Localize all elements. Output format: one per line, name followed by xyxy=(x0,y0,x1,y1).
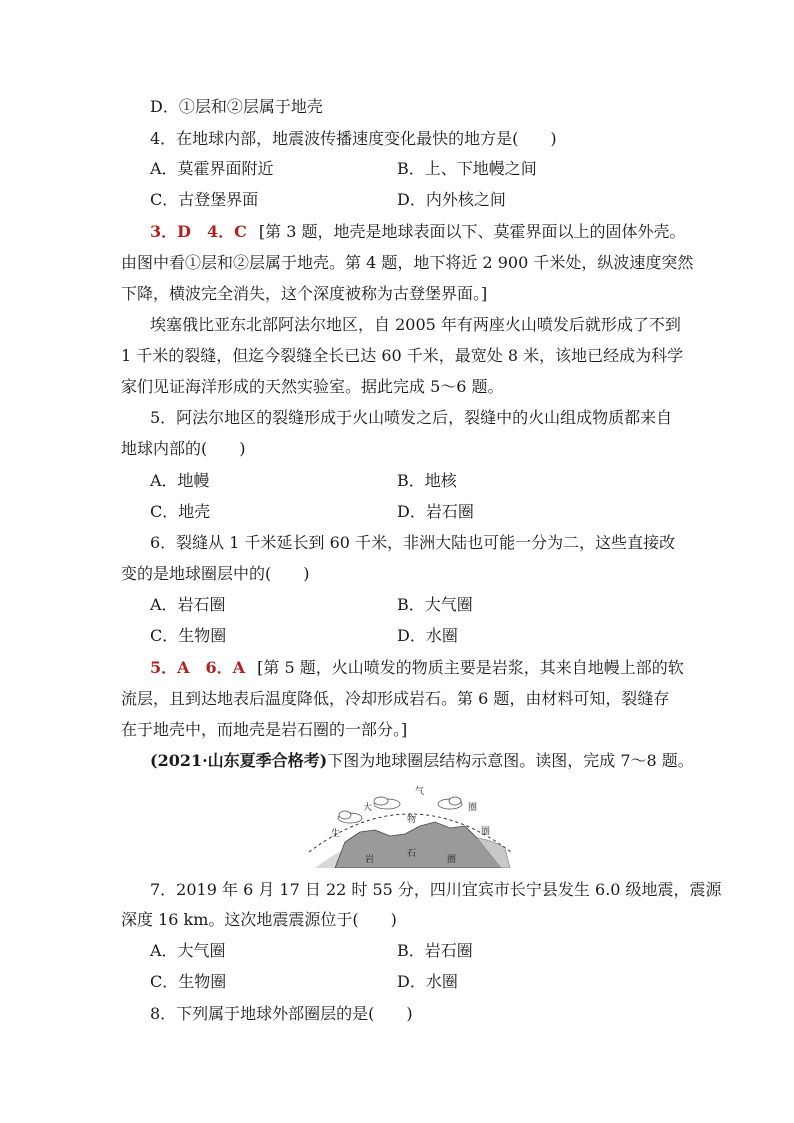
q5-option-b: B．地核 xyxy=(397,471,457,490)
q4-option-b: B．上、下地幔之间 xyxy=(397,159,537,178)
q7-option-b: B．岩石圈 xyxy=(397,941,473,960)
q6-option-d: D．水圈 xyxy=(397,626,458,645)
q7-stem: 7．2019 年 6 月 17 日 22 时 55 分，四川宜宾市长宁县发生 6.0 级地震，震源 xyxy=(150,880,722,899)
answer-3-4 xyxy=(150,221,686,243)
q5-stem-cont: 地球内部的( ) xyxy=(121,439,246,458)
answer-line: 下降，横波完全消失，这个深度被称为古登堡界面。] xyxy=(121,284,488,303)
answer-line: 由图中看①层和②层属于地壳。第 4 题，地下将近 2 900 千米处，纵波速度突然 xyxy=(121,253,694,272)
cloud xyxy=(339,811,351,819)
q7-option-a: A．大气圈 xyxy=(150,941,226,960)
q6-stem-cont: 变的是地球圈层中的( ) xyxy=(121,564,310,583)
answer-explanation: [第 3 题，地壳是地球表面以下、莫霍界面以上的固体外壳。 xyxy=(258,222,686,241)
q5-option-a: A．地幔 xyxy=(150,471,210,490)
q3-option-d: D．①层和②层属于地壳 xyxy=(150,97,323,116)
q7-stem-cont: 深度 16 km。这次地震震源位于( ) xyxy=(121,910,397,929)
label-biosphere-2: 物 xyxy=(407,815,417,825)
answer-5-6 xyxy=(150,657,684,679)
q6-option-a: A．岩石圈 xyxy=(150,595,226,614)
source-citation: (2021·山东夏季合格考) xyxy=(150,751,328,770)
material-line: 家们见证海洋形成的天然实验室。据此完成 5～6 题。 xyxy=(121,377,504,396)
q7-option-c: C．生物圈 xyxy=(150,972,227,991)
cloud xyxy=(374,797,388,805)
q4-option-a: A．莫霍界面附近 xyxy=(150,159,274,178)
label-lithosphere-3: 圈 xyxy=(447,855,457,865)
answer-key: 3．D 4．C xyxy=(150,222,247,241)
q7-option-d: D．水圈 xyxy=(397,972,458,991)
source-line xyxy=(150,750,694,772)
q4-stem: 4．在地球内部，地震波传播速度变化最快的地方是( ) xyxy=(150,129,557,148)
q6-stem: 6．裂缝从 1 千米延长到 60 千米，非洲大陆也可能一分为二，这些直接改 xyxy=(150,533,676,552)
q5-option-c: C．地壳 xyxy=(150,502,211,521)
q5-stem: 5．阿法尔地区的裂缝形成于火山喷发之后，裂缝中的火山组成物质都来自 xyxy=(150,408,673,427)
answer-line: 流层，且到达地表后温度降低，冷却形成岩石。第 6 题，由材料可知，裂缝存 xyxy=(121,689,670,708)
q8-stem: 8．下列属于地球外部圈层的是( ) xyxy=(150,1004,413,1023)
q6-option-c: C．生物圈 xyxy=(150,626,227,645)
q5-option-d: D．岩石圈 xyxy=(397,502,474,521)
answer-key: 5．A 6．A xyxy=(150,658,246,677)
label-biosphere-1: 生 xyxy=(331,829,341,839)
earth-spheres-diagram xyxy=(305,782,515,868)
material-line: 1 千米的裂缝，但迄今裂缝全长已达 60 千米，最宽处 8 米，该地已经成为科学 xyxy=(121,346,684,365)
answer-explanation: [第 5 题，火山喷发的物质主要是岩浆，其来自地幔上部的软 xyxy=(257,658,684,677)
clouds xyxy=(338,797,462,823)
q4-option-c: C．古登堡界面 xyxy=(150,190,259,209)
answer-line: 在于地壳中，而地壳是岩石圈的一部分。] xyxy=(121,720,408,739)
label-lithosphere-2: 石 xyxy=(407,849,417,859)
cloud xyxy=(449,797,461,805)
label-atmosphere-2: 气 xyxy=(415,787,425,797)
label-atmosphere-3: 圈 xyxy=(468,803,478,813)
material-line: 埃塞俄比亚东北部阿法尔地区，自 2005 年有两座火山喷发后就形成了不到 xyxy=(150,315,681,334)
label-lithosphere-1: 岩 xyxy=(365,855,375,865)
source-instruction: 下图为地球圈层结构示意图。读图，完成 7～8 题。 xyxy=(327,751,694,770)
label-hydrosphere: 圈 xyxy=(481,827,491,837)
lithosphere-mountains xyxy=(335,822,501,868)
q6-option-b: B．大气圈 xyxy=(397,595,473,614)
label-atmosphere-1: 大 xyxy=(363,803,373,813)
q4-option-d: D．内外核之间 xyxy=(397,190,506,209)
